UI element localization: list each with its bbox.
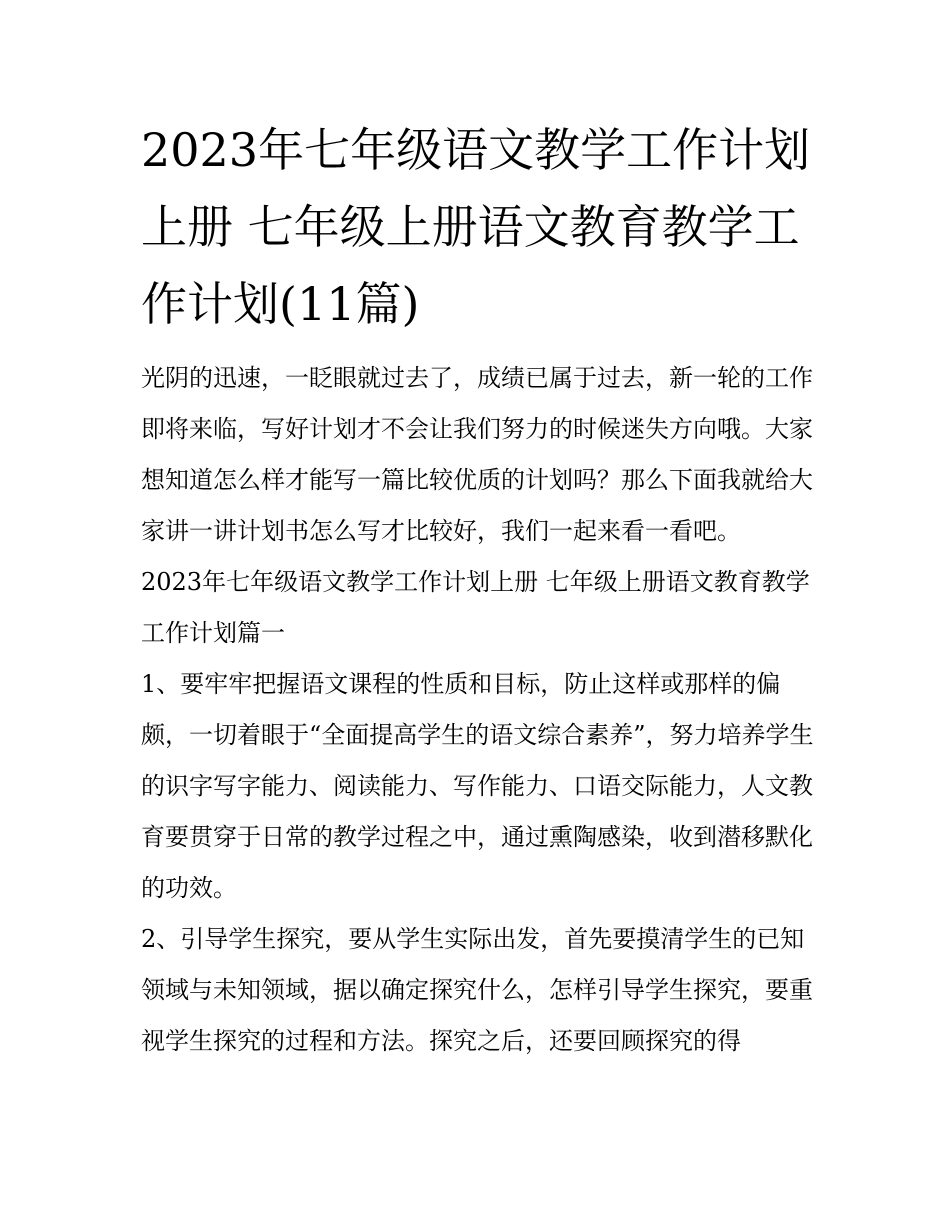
document-body xyxy=(141,112,816,1067)
body-paragraph-2: 2、引导学生探究，要从学生实际出发，首先要摸清学生的已知领域与未知领域，据以确定探究什么，怎样引导学生探究，要重视学生探究的过程和方法。探究之后，还要回顾探究的得 xyxy=(141,925,813,1055)
intro-paragraph: 光阴的迅速，一眨眼就过去了，成绩已属于过去，新一轮的工作即将来临，写好计划才不会让我们努力的时候迷失方向哦。大家想知道怎么样才能写一篇比较优质的计划吗？那么下面我就给大家讲一讲计划书怎么写才比较好，我们一起来看一看吧。 xyxy=(141,364,813,545)
section-heading: 2023年七年级语文教学工作计划上册 七年级上册语文教育教学工作计划篇一 xyxy=(141,568,810,647)
document-title: 2023年七年级语文教学工作计划上册 七年级上册语文教育教学工作计划(11篇) xyxy=(141,123,811,331)
body-paragraph-1: 1、要牢牢把握语文课程的性质和目标，防止这样或那样的偏颇，一切着眼于“全面提高学生的语文综合素养”，努力培养学生的识字写字能力、阅读能力、写作能力、口语交际能力，人文教育要贯穿于日常的教学过程之中，通过熏陶感染，收到潜移默化的功效。 xyxy=(141,670,814,902)
